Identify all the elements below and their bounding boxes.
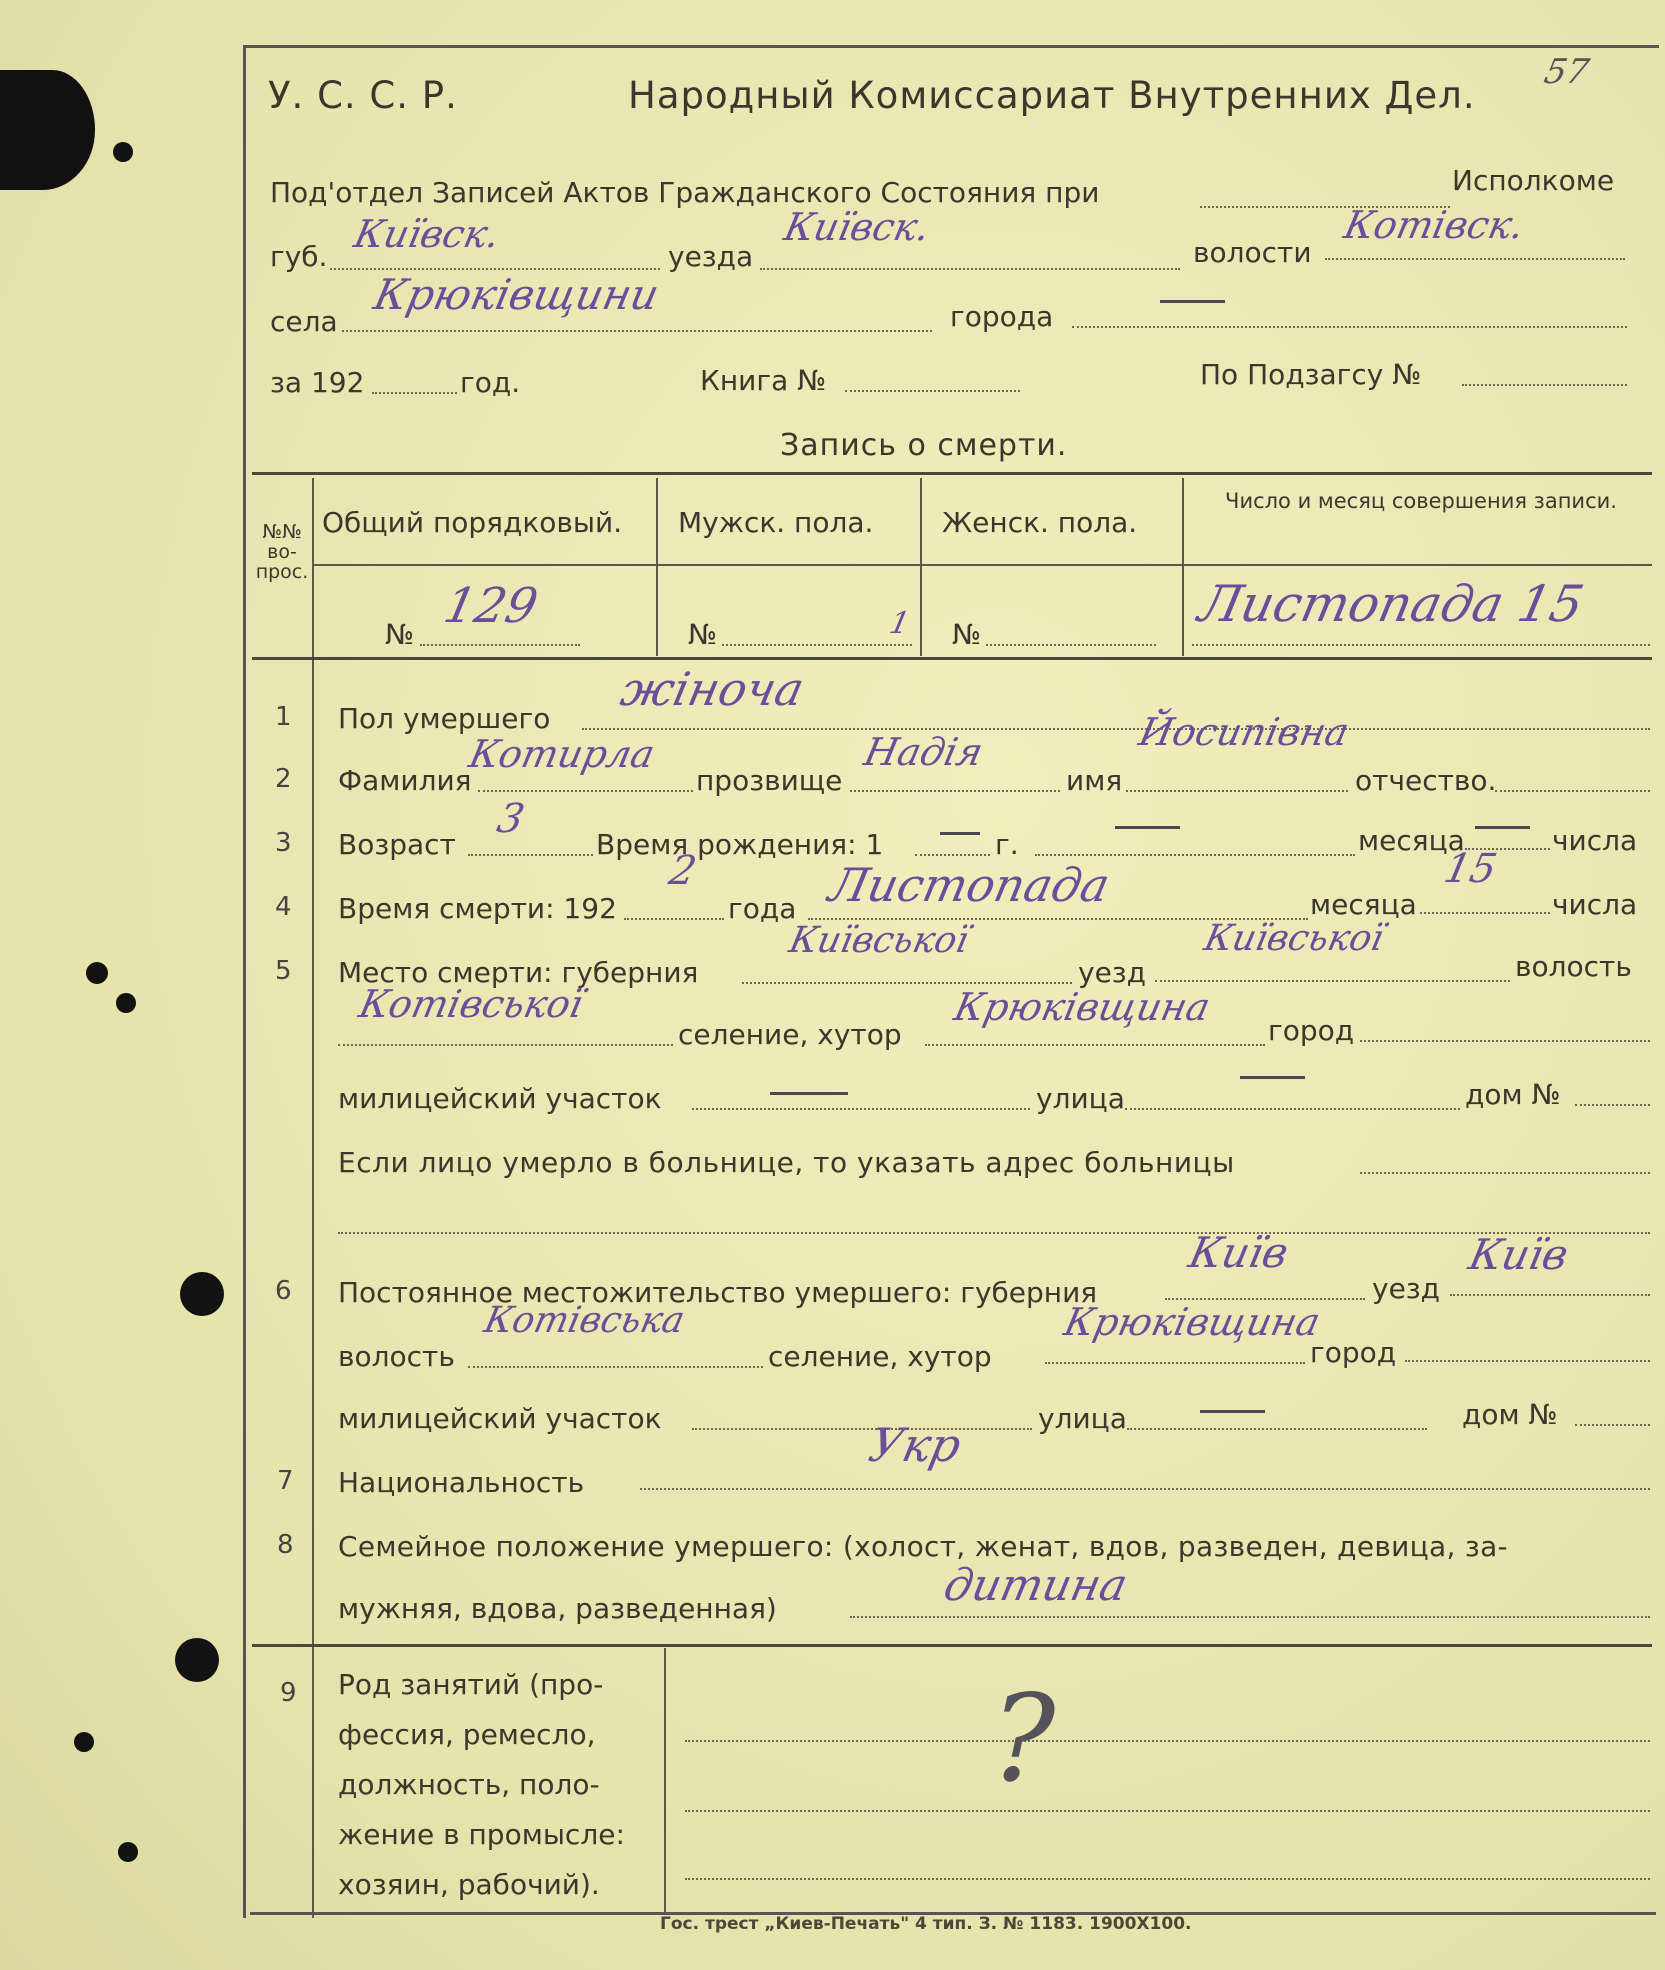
table-header-bottom-line xyxy=(252,657,1652,660)
nationality-value: Укр xyxy=(864,1418,966,1472)
death-street-field[interactable] xyxy=(1125,1108,1460,1110)
column-divider xyxy=(1182,478,1184,656)
female-number-field[interactable] xyxy=(986,644,1156,646)
year-label: за 192 xyxy=(270,366,365,399)
death-day-field[interactable] xyxy=(1420,912,1550,914)
residence-selo-field[interactable] xyxy=(1045,1362,1305,1364)
year-suffix: год. xyxy=(460,366,521,399)
row-number: 4 xyxy=(275,892,292,922)
row-number: 7 xyxy=(277,1466,294,1496)
surname-value: Котирла xyxy=(465,732,659,776)
subdept-label: Под'отдел Записей Актов Гражданского Состояния при xyxy=(270,176,1100,209)
death-gub-field[interactable] xyxy=(742,982,1072,984)
occupation-field-line[interactable] xyxy=(685,1740,1650,1742)
death-selo-field[interactable] xyxy=(925,1044,1265,1046)
row-number: 2 xyxy=(275,764,292,794)
death-militia-field[interactable] xyxy=(692,1108,1030,1110)
punch-hole xyxy=(180,1272,224,1316)
birth-year-field[interactable] xyxy=(915,854,990,856)
residence-gorod-field[interactable] xyxy=(1405,1360,1650,1362)
occupation-label-line: фессия, ремесло, xyxy=(338,1718,596,1751)
gorod-dash xyxy=(1160,300,1225,303)
residence-street-field[interactable] xyxy=(1127,1428,1427,1430)
name-value: Йосипівна xyxy=(1135,710,1353,754)
volost-label: волости xyxy=(1193,236,1312,269)
birth-month-dash xyxy=(1115,826,1180,829)
residence-gorod-label: город xyxy=(1310,1336,1397,1369)
occupation-label-line: должность, поло- xyxy=(338,1768,600,1801)
death-militia-label: милицейский участок xyxy=(338,1082,662,1115)
punch-hole xyxy=(116,993,136,1013)
gub-value: Київск. xyxy=(350,212,504,256)
residence-volost-label: волость xyxy=(338,1340,455,1373)
general-no-sign: № xyxy=(385,618,415,651)
row-number: 5 xyxy=(275,956,292,986)
age-field[interactable] xyxy=(468,854,593,856)
death-selo-label: селение, хутор xyxy=(678,1018,902,1051)
occupation-divider xyxy=(664,1648,666,1912)
birth-year-dash xyxy=(940,832,980,835)
female-header: Женск. пола. xyxy=(942,506,1138,539)
death-street-label: улица xyxy=(1036,1082,1125,1115)
death-house-field[interactable] xyxy=(1575,1104,1650,1106)
death-time-label: Время смерти: 192 xyxy=(338,892,617,925)
death-place-label: Место смерти: губерния xyxy=(338,956,699,989)
nickname-field[interactable] xyxy=(850,790,1060,792)
death-gorod-label: город xyxy=(1268,1014,1355,1047)
marital-status-value: дитина xyxy=(939,1560,1132,1611)
selo-label: села xyxy=(270,305,338,338)
uezd-value: Київск. xyxy=(780,205,934,249)
birth-month-label: месяца xyxy=(1358,824,1465,857)
uezd-field[interactable] xyxy=(760,268,1180,270)
male-no-sign: № xyxy=(688,618,718,651)
male-header: Мужск. пола. xyxy=(678,506,874,539)
occupation-value: ? xyxy=(975,1670,1070,1809)
column-divider xyxy=(920,478,922,656)
occupation-field-line[interactable] xyxy=(685,1810,1650,1812)
hospital-field-line-2[interactable] xyxy=(338,1232,1650,1234)
occupation-field-line[interactable] xyxy=(685,1878,1650,1880)
age-value: 3 xyxy=(493,796,529,842)
gorod-label: города xyxy=(950,300,1054,333)
death-street-dash xyxy=(1240,1076,1305,1079)
row-number: 9 xyxy=(280,1678,297,1708)
volost-field[interactable] xyxy=(1325,258,1625,260)
row-number: 6 xyxy=(275,1276,292,1306)
death-militia-dash xyxy=(770,1092,848,1095)
residence-militia-label: милицейский участок xyxy=(338,1402,662,1435)
male-number-field[interactable] xyxy=(722,644,912,646)
residence-volost-field[interactable] xyxy=(468,1366,763,1368)
subdept-suffix: Исполкоме xyxy=(1452,164,1615,197)
volost-value: Котівск. xyxy=(1340,203,1529,247)
occupation-label-line: жение в промысле: xyxy=(338,1818,625,1851)
residence-uezd-value: Київ xyxy=(1464,1230,1573,1279)
general-number-field[interactable] xyxy=(420,644,580,646)
punch-hole xyxy=(74,1732,94,1752)
death-uezd-label: уезд xyxy=(1078,956,1147,989)
selo-field[interactable] xyxy=(342,330,932,332)
row-number: 8 xyxy=(277,1530,294,1560)
marital-status-label-continued: мужняя, вдова, разведенная) xyxy=(338,1592,777,1625)
year-field[interactable] xyxy=(372,392,457,394)
sex-label: Пол умершего xyxy=(338,702,551,735)
sex-field[interactable] xyxy=(582,728,1650,730)
birth-label: Время рождения: 1 xyxy=(596,828,884,861)
birth-day-label: числа xyxy=(1552,824,1638,857)
gorod-field[interactable] xyxy=(1072,326,1627,328)
nationality-field[interactable] xyxy=(640,1488,1650,1490)
column-divider xyxy=(656,478,658,656)
marital-status-field[interactable] xyxy=(850,1616,1650,1618)
header-row-line xyxy=(314,564,1652,566)
residence-uezd-field[interactable] xyxy=(1450,1294,1650,1296)
death-uezd-value: Київської xyxy=(1200,918,1388,959)
punch-hole xyxy=(86,962,108,984)
residence-volost-value: Котівська xyxy=(480,1300,689,1341)
residence-street-dash xyxy=(1200,1410,1265,1413)
patronymic-field[interactable] xyxy=(1495,790,1650,792)
commissariat-title: Народный Комиссариат Внутренних Дел. xyxy=(628,74,1476,117)
residence-uezd-label: уезд xyxy=(1372,1272,1441,1305)
birth-g-label: г. xyxy=(995,828,1019,861)
residence-house-label: дом № xyxy=(1462,1398,1558,1431)
hospital-field[interactable] xyxy=(1360,1172,1650,1174)
punch-hole xyxy=(118,1842,138,1862)
name-label: имя xyxy=(1066,764,1123,797)
death-volost-field[interactable] xyxy=(338,1044,673,1046)
printer-imprint: Гос. трест „Киев-Печать" 4 тип. З. № 1183. 1900Х100. xyxy=(660,1914,1192,1934)
selo-value: Крюківщини xyxy=(369,270,664,319)
record-date-value: Листопада 15 xyxy=(1193,575,1589,633)
death-selo-value: Крюківщина xyxy=(950,985,1215,1029)
general-number-header: Общий порядковый. xyxy=(322,506,623,539)
podzags-field[interactable] xyxy=(1462,384,1627,386)
death-house-label: дом № xyxy=(1465,1078,1561,1111)
nickname-value: Надія xyxy=(860,730,987,774)
row-number: 3 xyxy=(275,828,292,858)
age-label: Возраст xyxy=(338,828,456,861)
general-number-value: 129 xyxy=(439,578,543,634)
question-column-divider xyxy=(312,478,314,1918)
residence-label: Постоянное местожительство умершего: губерния xyxy=(338,1276,1098,1309)
book-field[interactable] xyxy=(845,390,1020,392)
occupation-label-line: Род занятий (про- xyxy=(338,1668,604,1701)
ink-stain xyxy=(0,70,95,190)
record-title: Запись о смерти. xyxy=(780,428,1068,463)
occupation-label-line: хозяин, рабочий). xyxy=(338,1868,600,1901)
residence-street-label: улица xyxy=(1038,1402,1127,1435)
uezd-label: уезда xyxy=(668,240,754,273)
residence-selo-label: селение, хутор xyxy=(768,1340,992,1373)
hospital-label: Если лицо умерло в больнице, то указать адрес больницы xyxy=(338,1146,1235,1179)
table-top-line xyxy=(252,472,1652,475)
surname-field[interactable] xyxy=(478,790,693,792)
nationality-label: Национальность xyxy=(338,1466,585,1499)
nickname-label: прозвище xyxy=(696,764,843,797)
birth-day-dash xyxy=(1475,826,1530,829)
death-year-value: 2 xyxy=(665,848,701,894)
patronymic-label: отчество. xyxy=(1355,764,1497,797)
surname-label: Фамилия xyxy=(338,764,472,797)
marital-status-label: Семейное положение умершего: (холост, женат, вдов, разведен, девица, за- xyxy=(338,1530,1508,1563)
record-date-header: Число и месяц совершения записи. xyxy=(1225,489,1617,513)
death-year-field[interactable] xyxy=(624,918,724,920)
occupation-top-line xyxy=(252,1644,1652,1647)
podzags-label: По Подзагсу № xyxy=(1200,358,1422,391)
question-number-header: №№ во- прос. xyxy=(255,521,309,583)
death-month-value: Листопада xyxy=(824,858,1115,912)
name-field[interactable] xyxy=(1126,790,1348,792)
death-gub-value: Київської xyxy=(785,920,973,961)
female-no-sign: № xyxy=(952,618,982,651)
residence-gub-value: Київ xyxy=(1184,1228,1293,1277)
death-volost-label: волость xyxy=(1515,950,1632,983)
death-day-label: числа xyxy=(1552,888,1638,921)
death-year-suffix: года xyxy=(728,892,797,925)
death-gorod-field[interactable] xyxy=(1360,1040,1650,1042)
death-uezd-field[interactable] xyxy=(1155,980,1510,982)
residence-militia-field[interactable] xyxy=(692,1428,1032,1430)
punch-hole xyxy=(113,142,133,162)
record-date-field[interactable] xyxy=(1192,644,1650,646)
residence-selo-value: Крюківщина xyxy=(1060,1300,1325,1344)
occupation-label xyxy=(338,1660,643,1910)
death-day-value: 15 xyxy=(1440,846,1501,892)
republic-title: У. С. С. Р. xyxy=(268,74,458,117)
death-volost-value: Котівської xyxy=(355,982,587,1026)
male-number-value: 1 xyxy=(886,606,913,641)
punch-hole xyxy=(175,1638,219,1682)
death-month-label: месяца xyxy=(1310,888,1417,921)
page-number: 57 xyxy=(1540,52,1593,92)
book-label: Книга № xyxy=(700,364,827,397)
residence-house-field[interactable] xyxy=(1575,1424,1650,1426)
gub-label: губ. xyxy=(270,240,328,273)
sex-value: жіноча xyxy=(616,662,809,716)
birth-month-field[interactable] xyxy=(1035,854,1355,856)
row-number: 1 xyxy=(275,702,292,732)
